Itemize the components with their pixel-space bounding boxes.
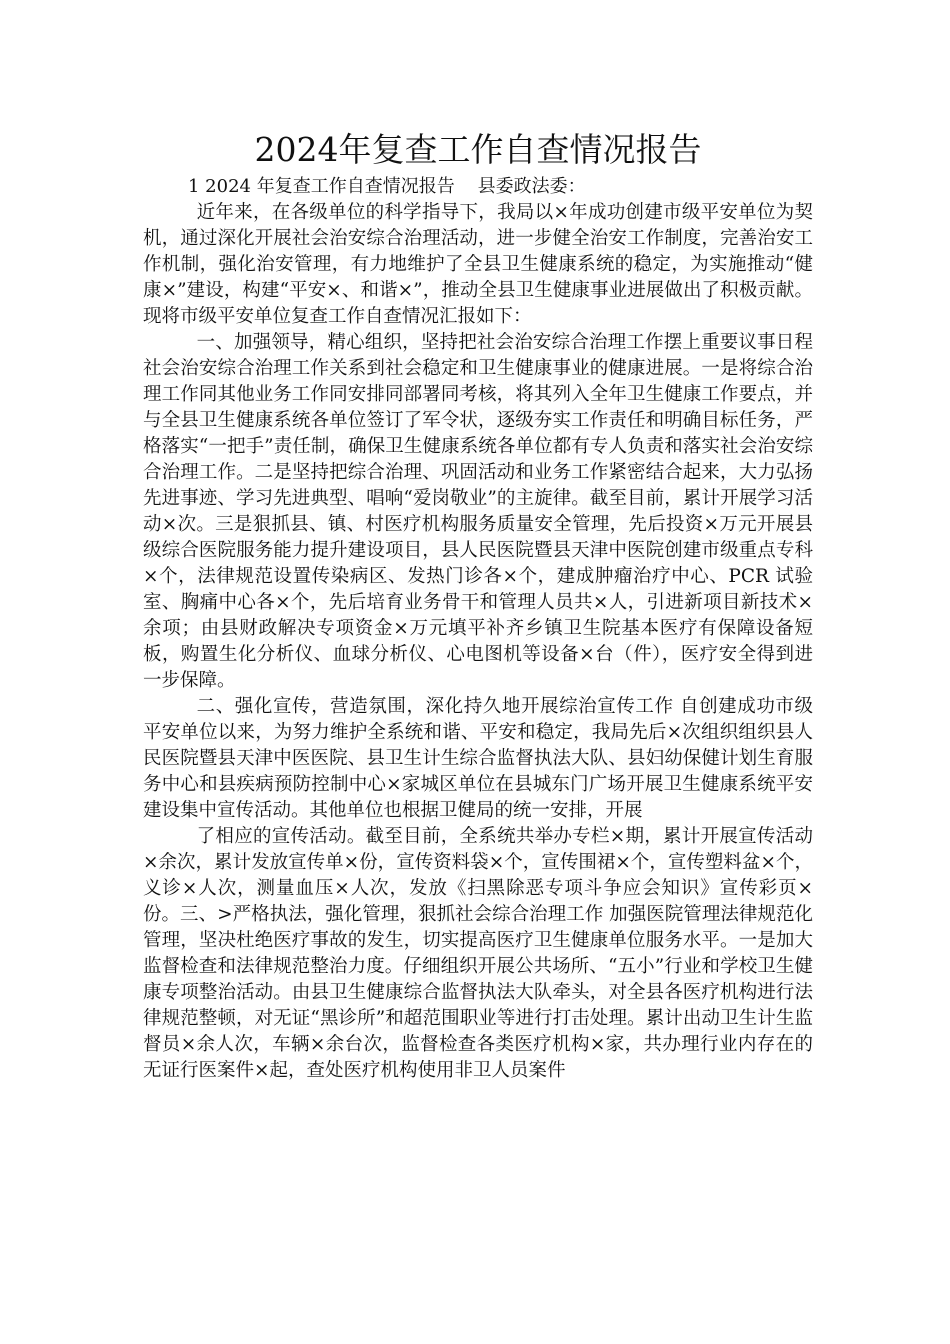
paragraph-section-2: 二、强化宣传，营造氛围，深化持久地开展综治宣传工作 自创建成功市级平安单位以来，为努力维护全系统和谐、平安和稳定，我局先后×次组织组织县人民医院暨县天津中医医院、县卫生计生综合监督执法大队、县妇幼保健计划生育服务中心和县疾病预防控制中心×家城区单位在县城东门广场开展卫生健康系统平安建设集中宣传活动。其他单位也根据卫健局的统一安排，开展 xyxy=(143,696,813,821)
document-title: 2024年复查工作自查情况报告 xyxy=(254,130,702,169)
paragraph-section-2-continued: 了相应的宣传活动。截至目前，全系统共举办专栏×期，累计开展宣传活动×余次，累计发放宣传单×份，宣传资料袋×个，宣传围裙×个，宣传塑料盆×个，义诊×人次，测量血压×人次，发放《扫黑除恶专项斗争应会知识》宣传彩页×份。三、>严格执法，强化管理，狠抓社会综合治理工作 加强医院管理法律规范化管理，坚决杜绝医疗事故的发生，切实提高医疗卫生健康单位服务水平。一是加大监督检查和法律规范整治力度。仔细组织开展公共场所、“五小”行业和学校卫生健康专项整治活动。由县卫生健康综合监督执法大队牵头，对全县各医疗机构进行法律规范整顿，对无证“黑诊所”和超范围职业等进行打击处理。累计出动卫生计生监督员×余人次，车辆×余台次，监督检查各类医疗机构×家，共办理行业内存在的无证行医案件×起，查处医疗机构使用非卫人员案件 xyxy=(143,826,813,1081)
paragraph-intro: 近年来，在各级单位的科学指导下，我局以×年成功创建市级平安单位为契机，通过深化开展社会治安综合治理活动，进一步健全治安工作制度，完善治安工作机制，强化治安管理，有力地维护了全县卫生健康系统的稳定，为实施推动“健康×”建设，构建“平安×、和谐×”，推动全县卫生健康事业进展做出了积极贡献。现将市级平安单位复查工作自查情况汇报如下： xyxy=(143,202,813,327)
document-subtitle: 1 2024 年复查工作自查情况报告 县委政法委： xyxy=(188,176,586,197)
paragraph-section-1: 一、加强领导，精心组织，坚持把社会治安综合治理工作摆上重要议事日程 社会治安综合治理工作关系到社会稳定和卫生健康事业的健康进展。一是将综合治理工作同其他业务工作同安排同部署同考核，将其列入全年卫生健康工作要点，并与全县卫生健康系统各单位签订了军令状，逐级夯实工作责任和明确目标任务，严格落实“一把手”责任制，确保卫生健康系统各单位都有专人负责和落实社会治安综合治理工作。二是坚持把综合治理、巩固活动和业务工作紧密结合起来，大力弘扬先进事迹、学习先进典型、唱响“爱岗敬业”的主旋律。截至目前，累计开展学习活动×次。三是狠抓县、镇、村医疗机构服务质量安全管理，先后投资×万元开展县级综合医院服务能力提升建设项目，县人民医院暨县天津中医院创建市级重点专科×个，法律规范设置传染病区、发热门诊各×个，建成肿瘤治疗中心、PCR 试验室、胸痛中心各×个，先后培育业务骨干和管理人员共×人，引进新项目新技术×余项；由县财政解决专项资金×万元填平补齐乡镇卫生院基本医疗有保障设备短板，购置生化分析仪、血球分析仪、心电图机等设备×台（件），医疗安全得到进一步保障。 xyxy=(143,332,813,691)
document-page xyxy=(143,128,813,1084)
